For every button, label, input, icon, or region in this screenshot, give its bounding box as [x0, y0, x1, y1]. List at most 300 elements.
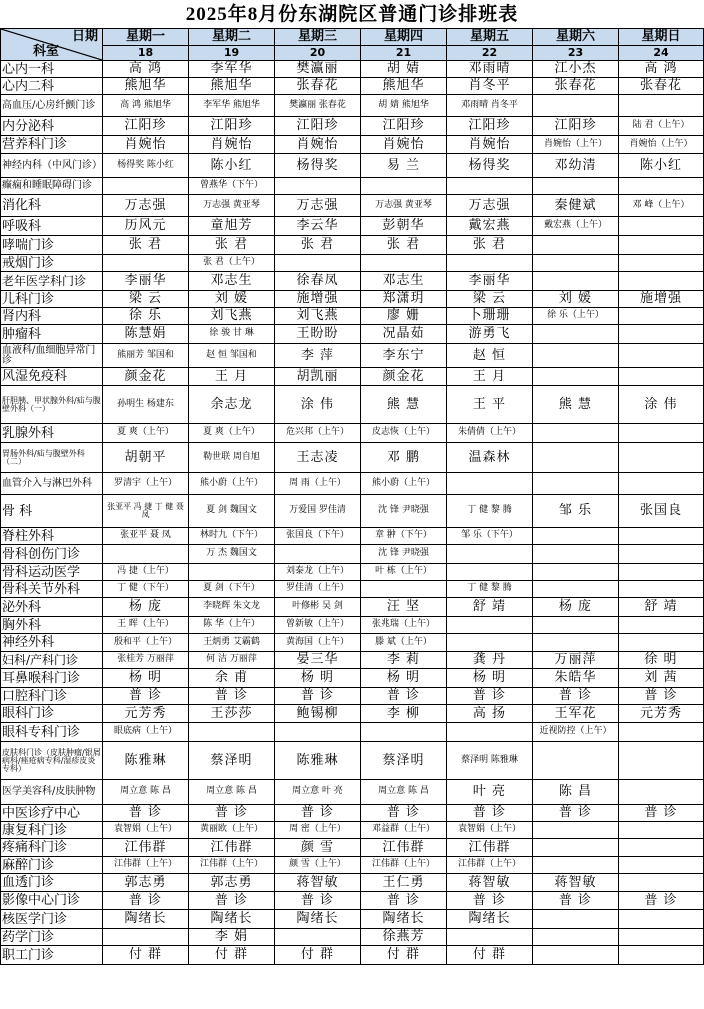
department-name: 泌外科	[1, 598, 103, 617]
department-name: 麻醉门诊	[1, 857, 103, 874]
shift-cell: 周立意 叶 亮	[275, 780, 361, 805]
shift-cell	[533, 178, 619, 195]
schedule-row	[1, 272, 704, 291]
shift-cell	[447, 545, 533, 564]
shift-cell: 万志强 黄亚琴	[189, 195, 275, 217]
shift-cell: 滕 斌（上午）	[361, 634, 447, 652]
shift-cell	[533, 822, 619, 839]
department-name: 皮肤科门诊（皮肤肿瘤/银屑病科/痤疮病专科/湿疹皮炎专科）	[1, 742, 103, 780]
schedule-row	[1, 839, 704, 857]
shift-cell: 章 翀（下午）	[361, 528, 447, 545]
shift-cell: 丁 健（下午）	[103, 581, 189, 598]
shift-cell	[619, 839, 704, 857]
day-date-header: 23	[533, 46, 619, 61]
department-name: 职工门诊	[1, 946, 103, 965]
shift-cell: 杨得奖	[447, 154, 533, 178]
shift-cell: 刘 茜	[619, 669, 704, 688]
shift-cell: 普 诊	[533, 688, 619, 705]
shift-cell	[619, 581, 704, 598]
shift-cell: 肖婉怡（上午）	[533, 136, 619, 154]
shift-cell	[619, 617, 704, 634]
department-name: 骨科创伤门诊	[1, 545, 103, 564]
schedule-row	[1, 564, 704, 581]
shift-cell: 涂 伟	[275, 386, 361, 424]
shift-cell: 蔡泽明	[361, 742, 447, 780]
shift-cell	[533, 95, 619, 117]
shift-cell: 陶绪长	[275, 910, 361, 929]
shift-cell: 邓雨晴	[447, 61, 533, 78]
schedule-row	[1, 598, 704, 617]
shift-cell: 高 鸿	[619, 61, 704, 78]
shift-cell	[533, 528, 619, 545]
schedule-row	[1, 892, 704, 910]
schedule-row	[1, 308, 704, 325]
day-date-header: 22	[447, 46, 533, 61]
shift-cell: 普 诊	[533, 805, 619, 822]
shift-cell	[619, 236, 704, 255]
shift-cell: 袁智娟（上午）	[447, 822, 533, 839]
shift-cell: 张春花	[619, 78, 704, 95]
shift-cell	[275, 723, 361, 742]
shift-cell: 杨 明	[275, 669, 361, 688]
schedule-row	[1, 634, 704, 652]
department-name: 医学美容科/皮肤肿物	[1, 780, 103, 805]
shift-cell: 刘 媛	[189, 291, 275, 308]
shift-cell: 王仁勇	[361, 874, 447, 892]
shift-cell: 张 君	[275, 236, 361, 255]
shift-cell: 江阳珍	[189, 117, 275, 136]
shift-cell: 邓雨晴 肖冬平	[447, 95, 533, 117]
header-row-dates	[1, 46, 704, 61]
shift-cell: 易 兰	[361, 154, 447, 178]
shift-cell: 普 诊	[447, 892, 533, 910]
schedule-row	[1, 669, 704, 688]
schedule-row	[1, 705, 704, 723]
shift-cell: 历风元	[103, 217, 189, 236]
schedule-row	[1, 473, 704, 495]
department-name: 儿科门诊	[1, 291, 103, 308]
shift-cell: 肖婉怡	[103, 136, 189, 154]
schedule-row	[1, 78, 704, 95]
shift-cell: 蒋智敏	[447, 874, 533, 892]
department-axis-label: 科室	[33, 44, 60, 60]
shift-cell: 陈雅琳	[103, 742, 189, 780]
shift-cell: 周立意 陈 昌	[361, 780, 447, 805]
shift-cell	[533, 545, 619, 564]
shift-cell: 朱倩倩（上午）	[447, 424, 533, 443]
shift-cell: 江阳珍	[275, 117, 361, 136]
shift-cell: 沈 锋 尹晓强	[361, 495, 447, 528]
department-name: 呼吸科	[1, 217, 103, 236]
shift-cell: 万丽萍	[533, 652, 619, 669]
schedule-row	[1, 495, 704, 528]
schedule-body	[1, 61, 704, 965]
shift-cell: 张 君	[189, 236, 275, 255]
day-name-header: 星期三	[275, 29, 361, 46]
shift-cell: 徐 乐	[103, 308, 189, 325]
shift-cell	[619, 344, 704, 368]
shift-cell: 江阳珍	[447, 117, 533, 136]
department-name: 高血压/心房纤颤门诊	[1, 95, 103, 117]
schedule-row	[1, 424, 704, 443]
shift-cell	[533, 634, 619, 652]
shift-cell: 普 诊	[275, 688, 361, 705]
schedule-row	[1, 545, 704, 564]
shift-cell	[361, 255, 447, 272]
shift-cell: 林时九（下午）	[189, 528, 275, 545]
shift-cell	[533, 272, 619, 291]
shift-cell	[447, 473, 533, 495]
shift-cell: 樊瀛丽	[275, 61, 361, 78]
shift-cell	[533, 443, 619, 473]
shift-cell: 张 君（上午）	[189, 255, 275, 272]
shift-cell: 王军花	[533, 705, 619, 723]
department-name: 妇科/产科门诊	[1, 652, 103, 669]
shift-cell: 普 诊	[447, 688, 533, 705]
shift-cell: 舒 靖	[447, 598, 533, 617]
shift-cell: 陈小红	[189, 154, 275, 178]
shift-cell: 陶绪长	[447, 910, 533, 929]
shift-cell: 王 月	[447, 368, 533, 386]
shift-cell: 普 诊	[275, 805, 361, 822]
shift-cell: 邓幼清	[533, 154, 619, 178]
shift-cell	[619, 272, 704, 291]
shift-cell	[447, 723, 533, 742]
shift-cell	[189, 723, 275, 742]
shift-cell: 勒世联 周自旭	[189, 443, 275, 473]
shift-cell: 游勇飞	[447, 325, 533, 344]
shift-cell: 普 诊	[189, 688, 275, 705]
schedule-row	[1, 154, 704, 178]
shift-cell: 杨 庞	[533, 598, 619, 617]
shift-cell: 普 诊	[189, 892, 275, 910]
shift-cell: 赵 恒	[447, 344, 533, 368]
shift-cell: 危兴邦（上午）	[275, 424, 361, 443]
shift-cell: 夏 爽（上午）	[189, 424, 275, 443]
shift-cell: 陈 华（上午）	[189, 617, 275, 634]
shift-cell	[619, 178, 704, 195]
shift-cell: 肖冬平	[447, 78, 533, 95]
shift-cell: 王盼盼	[275, 325, 361, 344]
corner-header	[1, 29, 103, 61]
department-name: 骨 科	[1, 495, 103, 528]
schedule-row	[1, 723, 704, 742]
shift-cell	[275, 255, 361, 272]
shift-cell: 王 晖（上午）	[103, 617, 189, 634]
shift-cell: 李东宁	[361, 344, 447, 368]
shift-cell	[619, 822, 704, 839]
header-row-days	[1, 29, 704, 46]
schedule-table	[0, 28, 704, 965]
shift-cell: 蔡泽明 陈雅琳	[447, 742, 533, 780]
day-date-header: 21	[361, 46, 447, 61]
schedule-row	[1, 95, 704, 117]
shift-cell: 普 诊	[189, 805, 275, 822]
shift-cell: 高 鸿	[103, 61, 189, 78]
shift-cell: 杨 明	[103, 669, 189, 688]
shift-cell: 万志强	[103, 195, 189, 217]
shift-cell	[533, 742, 619, 780]
shift-cell: 杨 庞	[103, 598, 189, 617]
schedule-row	[1, 528, 704, 545]
shift-cell: 付 群	[275, 946, 361, 965]
shift-cell: 胡 婧 熊旭华	[361, 95, 447, 117]
shift-cell: 颜金花	[361, 368, 447, 386]
shift-cell: 曾燕华（下午）	[189, 178, 275, 195]
shift-cell	[103, 255, 189, 272]
department-name: 肾内科	[1, 308, 103, 325]
department-name: 中医诊疗中心	[1, 805, 103, 822]
schedule-row	[1, 61, 704, 78]
shift-cell: 陈 昌	[533, 780, 619, 805]
shift-cell: 蒋智敏	[275, 874, 361, 892]
department-name: 肝胆胰、甲状腺外科/疝与腹壁外科（一）	[1, 386, 103, 424]
shift-cell: 付 群	[361, 946, 447, 965]
department-name: 血液科/血细胞异常门诊	[1, 344, 103, 368]
shift-cell	[619, 929, 704, 946]
shift-cell	[447, 178, 533, 195]
shift-cell: 罗清宇（上午）	[103, 473, 189, 495]
shift-cell: 温森林	[447, 443, 533, 473]
shift-cell: 陶绪长	[361, 910, 447, 929]
shift-cell: 江阳珍	[361, 117, 447, 136]
shift-cell: 邓志生	[189, 272, 275, 291]
shift-cell: 丁 健 黎 腾	[447, 581, 533, 598]
shift-cell: 李 娟	[189, 929, 275, 946]
shift-cell: 熊 慧	[533, 386, 619, 424]
shift-cell: 周 雨（上午）	[275, 473, 361, 495]
shift-cell: 冯 捷（上午）	[103, 564, 189, 581]
shift-cell: 普 诊	[361, 892, 447, 910]
shift-cell: 舒 靖	[619, 598, 704, 617]
shift-cell: 王 平	[447, 386, 533, 424]
department-name: 血管介入与淋巴外科	[1, 473, 103, 495]
shift-cell: 周立意 陈 昌	[103, 780, 189, 805]
shift-cell	[447, 634, 533, 652]
shift-cell: 肖婉怡	[189, 136, 275, 154]
shift-cell: 江伟群	[361, 839, 447, 857]
shift-cell: 万 杰 魏国文	[189, 545, 275, 564]
shift-cell: 江伟群（上午）	[103, 857, 189, 874]
shift-cell: 肖婉怡	[447, 136, 533, 154]
shift-cell: 徐燕芳	[361, 929, 447, 946]
shift-cell: 卜珊珊	[447, 308, 533, 325]
day-name-header: 星期六	[533, 29, 619, 46]
shift-cell: 万志强	[275, 195, 361, 217]
shift-cell: 胡 婧	[361, 61, 447, 78]
shift-cell: 肖婉怡	[361, 136, 447, 154]
shift-cell: 杨 明	[447, 669, 533, 688]
shift-cell: 刘泰龙（上午）	[275, 564, 361, 581]
shift-cell: 周立意 陈 昌	[189, 780, 275, 805]
shift-cell: 况晶茹	[361, 325, 447, 344]
shift-cell: 皮志恢（上午）	[361, 424, 447, 443]
page-title: 2025年8月份东湖院区普通门诊排班表	[185, 4, 519, 25]
department-name: 戒烟门诊	[1, 255, 103, 272]
shift-cell: 施增强	[275, 291, 361, 308]
shift-cell: 杨得奖	[275, 154, 361, 178]
shift-cell	[619, 255, 704, 272]
department-name: 眼科门诊	[1, 705, 103, 723]
department-name: 口腔科门诊	[1, 688, 103, 705]
shift-cell	[619, 634, 704, 652]
shift-cell	[619, 325, 704, 344]
schedule-row	[1, 291, 704, 308]
shift-cell: 熊旭华	[361, 78, 447, 95]
shift-cell: 叶修彬 吴 剑	[275, 598, 361, 617]
shift-cell: 李丽华	[103, 272, 189, 291]
shift-cell	[619, 443, 704, 473]
schedule-row	[1, 386, 704, 424]
shift-cell: 黄海国（上午）	[275, 634, 361, 652]
department-name: 耳鼻喉科门诊	[1, 669, 103, 688]
shift-cell: 余志龙	[189, 386, 275, 424]
shift-cell: 付 群	[447, 946, 533, 965]
shift-cell: 李军华	[189, 61, 275, 78]
shift-cell: 袁智娟（上午）	[103, 822, 189, 839]
shift-cell: 李 萍	[275, 344, 361, 368]
shift-cell: 付 群	[103, 946, 189, 965]
shift-cell: 曾新敏（上午）	[275, 617, 361, 634]
day-name-header: 星期一	[103, 29, 189, 46]
shift-cell: 龚 丹	[447, 652, 533, 669]
day-date-header: 20	[275, 46, 361, 61]
shift-cell: 朱皓华	[533, 669, 619, 688]
schedule-row	[1, 822, 704, 839]
schedule-row	[1, 236, 704, 255]
schedule-row	[1, 581, 704, 598]
shift-cell: 廖 姗	[361, 308, 447, 325]
shift-cell: 江伟群（上午）	[361, 857, 447, 874]
shift-cell: 肖婉怡（上午）	[619, 136, 704, 154]
shift-cell: 元芳秀	[619, 705, 704, 723]
department-name: 老年医学科门诊	[1, 272, 103, 291]
shift-cell: 普 诊	[361, 805, 447, 822]
shift-cell: 颜金花	[103, 368, 189, 386]
shift-cell: 汪 坚	[361, 598, 447, 617]
shift-cell: 郭志勇	[103, 874, 189, 892]
shift-cell	[361, 581, 447, 598]
shift-cell	[533, 946, 619, 965]
shift-cell: 晏三华	[275, 652, 361, 669]
shift-cell	[103, 178, 189, 195]
shift-cell: 万志强	[447, 195, 533, 217]
shift-cell: 普 诊	[619, 805, 704, 822]
shift-cell: 普 诊	[447, 805, 533, 822]
schedule-row	[1, 617, 704, 634]
shift-cell: 张 君	[103, 236, 189, 255]
shift-cell: 刘 媛	[533, 291, 619, 308]
shift-cell: 元芳秀	[103, 705, 189, 723]
schedule-row	[1, 652, 704, 669]
shift-cell: 徐 骏 甘 琳	[189, 325, 275, 344]
shift-cell: 江伟群	[189, 839, 275, 857]
schedule-row	[1, 805, 704, 822]
shift-cell: 蔡泽明	[189, 742, 275, 780]
shift-cell: 王莎莎	[189, 705, 275, 723]
schedule-row	[1, 195, 704, 217]
schedule-row	[1, 946, 704, 965]
day-date-header: 18	[103, 46, 189, 61]
department-name: 胃肠外科/疝与腹壁外科（二）	[1, 443, 103, 473]
shift-cell: 万爱国 罗佳清	[275, 495, 361, 528]
shift-cell	[619, 95, 704, 117]
shift-cell: 赵 恒 邹国和	[189, 344, 275, 368]
day-name-header: 星期四	[361, 29, 447, 46]
shift-cell: 江小杰	[533, 61, 619, 78]
schedule-row	[1, 325, 704, 344]
shift-cell: 熊小蔚（上午）	[189, 473, 275, 495]
shift-cell: 涂 伟	[619, 386, 704, 424]
department-name: 内分泌科	[1, 117, 103, 136]
shift-cell: 江伟群（上午）	[447, 857, 533, 874]
shift-cell: 夏 爽（上午）	[103, 424, 189, 443]
shift-cell: 施增强	[619, 291, 704, 308]
shift-cell: 夏 剑 魏国文	[189, 495, 275, 528]
shift-cell: 高 扬	[447, 705, 533, 723]
department-name: 核医学门诊	[1, 910, 103, 929]
shift-cell: 眼底病（上午）	[103, 723, 189, 742]
shift-cell: 黄丽欧（上午）	[189, 822, 275, 839]
shift-cell: 邹 乐（下午）	[447, 528, 533, 545]
shift-cell	[533, 910, 619, 929]
shift-cell	[533, 236, 619, 255]
shift-cell	[533, 424, 619, 443]
shift-cell	[619, 780, 704, 805]
shift-cell: 李军华 熊旭华	[189, 95, 275, 117]
shift-cell: 秦健斌	[533, 195, 619, 217]
shift-cell: 戴宏燕（上午）	[533, 217, 619, 236]
schedule-row	[1, 910, 704, 929]
shift-cell: 李 莉	[361, 652, 447, 669]
shift-cell	[447, 255, 533, 272]
day-date-header: 19	[189, 46, 275, 61]
schedule-row	[1, 178, 704, 195]
department-name: 癫痫和睡眠障碍门诊	[1, 178, 103, 195]
shift-cell: 鲍锡柳	[275, 705, 361, 723]
shift-cell: 夏 剑（下午）	[189, 581, 275, 598]
shift-cell: 邹 乐	[533, 495, 619, 528]
shift-cell	[361, 723, 447, 742]
department-name: 胸外科	[1, 617, 103, 634]
shift-cell: 何 洁 万丽萍	[189, 652, 275, 669]
shift-cell: 普 诊	[103, 805, 189, 822]
shift-cell	[447, 617, 533, 634]
shift-cell: 胡凯丽	[275, 368, 361, 386]
shift-cell: 普 诊	[275, 892, 361, 910]
day-name-header: 星期日	[619, 29, 704, 46]
shift-cell	[619, 564, 704, 581]
shift-cell: 普 诊	[619, 892, 704, 910]
department-name: 心内一科	[1, 61, 103, 78]
shift-cell	[619, 857, 704, 874]
schedule-row	[1, 255, 704, 272]
shift-cell: 张春花	[275, 78, 361, 95]
shift-cell: 张亚平 冯 捷 丁 健 聂 凤	[103, 495, 189, 528]
shift-cell	[533, 581, 619, 598]
shift-cell: 熊旭华	[189, 78, 275, 95]
department-name: 影像中心门诊	[1, 892, 103, 910]
shift-cell: 戴宏燕	[447, 217, 533, 236]
shift-cell: 普 诊	[533, 892, 619, 910]
shift-cell	[189, 564, 275, 581]
shift-cell: 梁 云	[103, 291, 189, 308]
shift-cell: 李云华	[275, 217, 361, 236]
shift-cell	[103, 545, 189, 564]
department-name: 神经外科	[1, 634, 103, 652]
shift-cell	[447, 564, 533, 581]
shift-cell: 李 柳	[361, 705, 447, 723]
